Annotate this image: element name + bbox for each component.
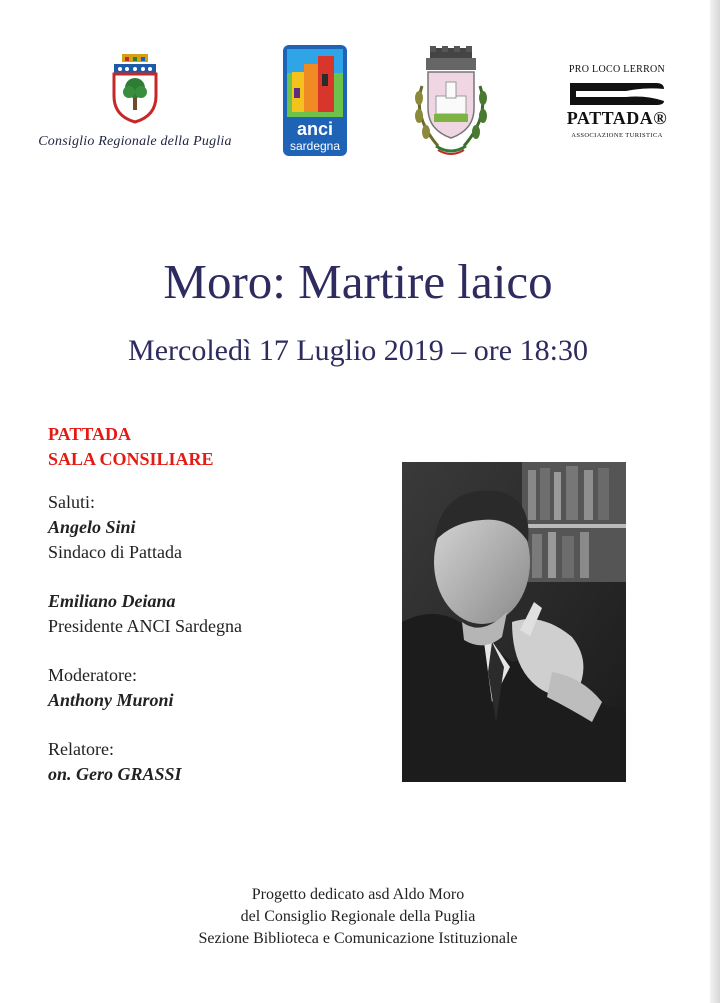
venue-town: PATTADA (48, 424, 131, 444)
speaker1-role: Sindaco di Pattada (48, 542, 182, 562)
pattada-crest-logo (408, 46, 494, 160)
footer (0, 884, 716, 950)
program (48, 490, 378, 787)
footer-line-3: Sezione Biblioteca e Comunicazione Istituzionale (198, 930, 518, 947)
venue (48, 422, 214, 472)
venue-room: SALA CONSILIARE (48, 449, 214, 469)
puglia-crest-icon (108, 52, 162, 124)
speaker2-name: Emiliano Deiana (48, 591, 176, 611)
portrait-photo (402, 462, 626, 782)
footer-line-1: Progetto dedicato asd Aldo Moro (251, 886, 465, 903)
page-edge (710, 0, 720, 1003)
knife-icon (566, 77, 668, 107)
speaker1-name: Angelo Sini (48, 517, 136, 537)
proloco-top-label: PRO LOCO LERRON (568, 64, 666, 75)
speaker-label: Relatore: (48, 739, 114, 759)
greetings-label: Saluti: (48, 492, 96, 512)
municipal-crest-icon (408, 46, 494, 160)
proloco-subtitle: ASSOCIAZIONE TURISTICA (571, 132, 663, 139)
puglia-council-label: Consiglio Regionale della Puglia (38, 134, 232, 149)
moderator-label: Moderatore: (48, 665, 137, 685)
footer-line-2: del Consiglio Regionale della Puglia (240, 908, 476, 925)
puglia-council-logo (10, 52, 260, 164)
event-title: Moro: Martire laico (163, 254, 553, 309)
event-date: Mercoledì 17 Luglio 2019 – ore 18:30 (128, 334, 588, 367)
anci-sardegna-icon (282, 44, 348, 157)
moderator-name: Anthony Muroni (48, 690, 174, 710)
proloco-name: PATTADA® (566, 108, 668, 128)
anci-sardegna-logo (282, 44, 348, 157)
portrait-image (402, 462, 626, 782)
speaker2-role: Presidente ANCI Sardegna (48, 616, 242, 636)
speaker-name: on. Gero GRASSI (48, 764, 182, 784)
sardegna-text: sardegna (289, 139, 341, 153)
proloco-logo (562, 64, 672, 146)
anci-text: anci (296, 119, 334, 139)
